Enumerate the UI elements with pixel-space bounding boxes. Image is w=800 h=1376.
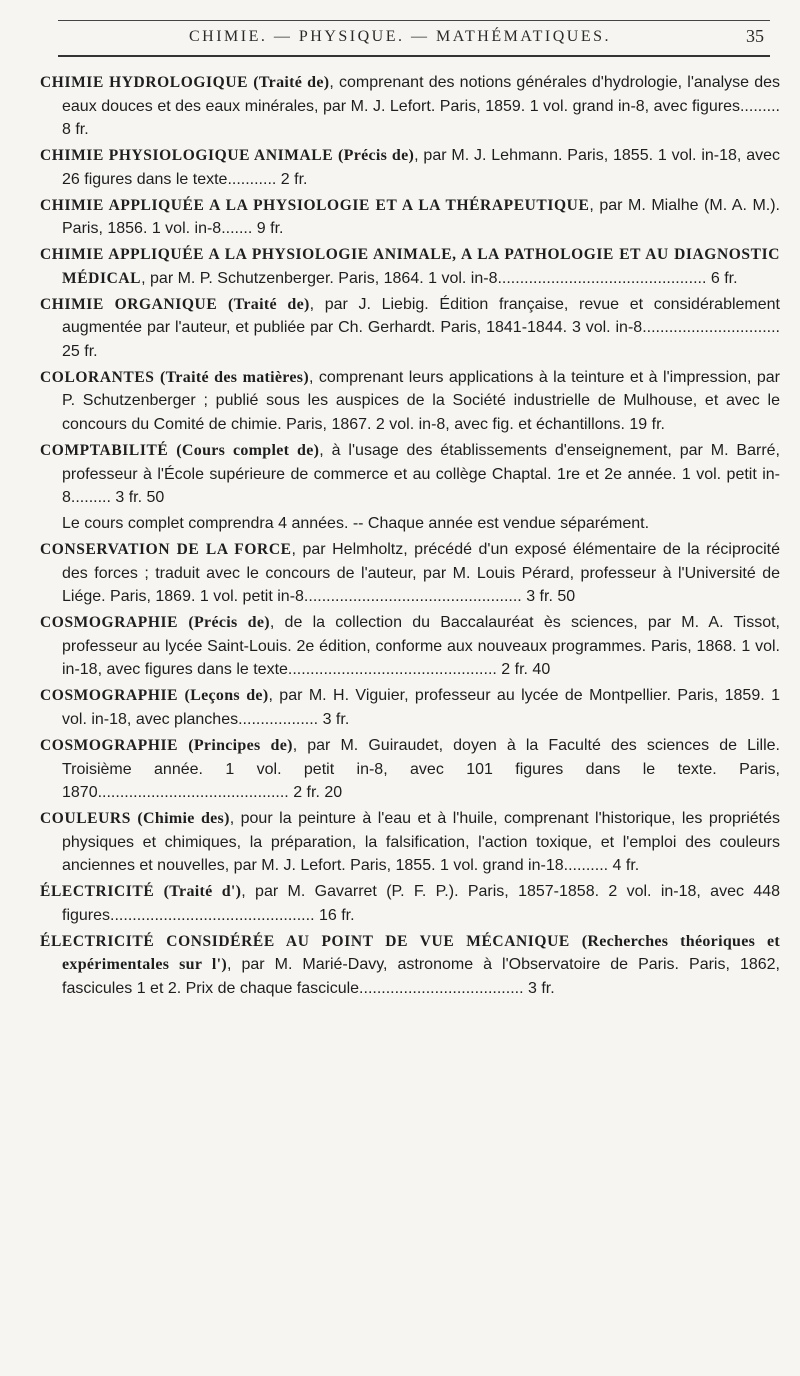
catalogue-entries — [40, 71, 780, 1003]
entry-price: 8 fr. — [62, 121, 89, 138]
entry-headword: ÉLECTRICITÉ — [40, 883, 155, 901]
catalogue-entry — [40, 243, 780, 290]
top-rule — [58, 20, 770, 21]
catalogue-entry — [40, 807, 780, 878]
entry-price: 19 fr. — [629, 415, 665, 433]
entry-headword: COSMOGRAPHIE — [40, 614, 179, 632]
entry-subtitle: (Cours complet de) — [176, 442, 320, 460]
entry-subtitle: (Précis de) — [338, 147, 415, 165]
entry-subtitle: (Précis de) — [188, 614, 270, 632]
entry-price: 9 fr. — [256, 220, 284, 238]
entry-body: , par J. Liebig. Édition française, revue et considérablement augmentée par l'auteur, et publiée par Ch. Gerhardt. Paris, 1841-1844. 3 vol. in-8 — [62, 295, 781, 337]
entry-body: , par M. Mialhe (M. A. M.). Paris, 1856. 1 vol. in-8 — [62, 196, 780, 238]
entry-price: 2 fr. 40 — [501, 661, 551, 679]
dot-leader: ............................................... — [287, 661, 497, 679]
entry-body: , par M. Gavarret (P. F. P.). Paris, 1857-1858. 2 vol. in-18, avec 448 figures — [62, 883, 781, 924]
catalogue-entry — [40, 293, 780, 364]
header-rule — [58, 55, 770, 57]
entry-headword: ÉLECTRICITÉ CONSIDÉRÉE AU POINT DE VUE MÉCANIQUE — [40, 932, 570, 950]
entry-body: , par Helmholtz, précédé d'un exposé élémentaire de la réciprocité des forces ; traduit avec le concours de l'auteur, par M. Louis Pérard, professeur à l'Université de Liége. Paris, 1869. 1 vol. petit in-8 — [62, 541, 780, 606]
dot-leader: ........... — [227, 170, 277, 188]
entry-price: 3 fr. 50 — [115, 489, 165, 507]
entry-headword: COSMOGRAPHIE — [40, 737, 179, 755]
entry-body: , par M. Marié-Davy, astronome à l'Observatoire de Paris. Paris, 1862, fascicules 1 et 2. Prix de chaque fascicule — [62, 956, 780, 997]
page-header — [0, 28, 800, 50]
entry-headword: COULEURS — [40, 810, 131, 828]
entry-subtitle: (Chimie des) — [137, 810, 230, 828]
entry-subtitle: (Principes de) — [188, 737, 293, 755]
entry-body: , à l'usage des établissements d'enseignement, par M. Barré, professeur à l'École supérieure de commerce et au collège Chaptal. 1re et 2e année. 1 vol. petit in-8 — [62, 442, 781, 507]
entry-subtitle: (Traité de) — [227, 295, 310, 313]
entry-price: 16 fr. — [318, 906, 355, 924]
dot-leader: ......... — [70, 489, 111, 507]
running-head: CHIMIE. — PHYSIQUE. — MATHÉMATIQUES. — [189, 28, 611, 45]
dot-leader: .................. — [238, 710, 319, 728]
entry-price: 3 fr. — [527, 979, 555, 997]
entry-headword: CHIMIE APPLIQUÉE A LA PHYSIOLOGIE ET A LA THÉRAPEUTIQUE — [40, 196, 590, 214]
catalogue-entry — [40, 439, 780, 510]
catalogue-entry — [40, 144, 780, 191]
dot-leader: ....... — [221, 220, 253, 238]
catalogue-entry — [40, 684, 780, 731]
entry-body: , de la collection du Baccalauréat ès sciences, par M. A. Tissot, professeur au lycée Saint-Louis. 2e édition, conforme aux nouveaux programmes. Paris, 1868. 1 vol. in-18, avec figures dans le texte — [62, 614, 780, 679]
entry-price: 2 fr. — [280, 170, 308, 188]
dot-leader: ................................................. — [303, 588, 522, 606]
entry-price: 2 fr. 20 — [293, 784, 343, 802]
entry-subtitle: (Traité de) — [253, 74, 330, 91]
entry-body: , par M. Guiraudet, doyen à la Faculté des sciences de Lille. Troisième année. 1 vol. petit in-8, avec 101 figures dans le texte. Paris, 1870 — [62, 737, 780, 802]
entry-subtitle: (Traité d') — [163, 883, 242, 901]
dot-leader: ............................... — [642, 319, 780, 337]
entry-headword: CHIMIE HYDROLOGIQUE — [40, 74, 249, 91]
dot-leader: ..................................... — [359, 979, 524, 997]
catalogue-entry — [40, 930, 780, 1001]
catalogue-entry — [40, 71, 780, 142]
catalogue-entry — [40, 366, 780, 437]
entry-headword: CHIMIE PHYSIOLOGIQUE ANIMALE — [40, 147, 334, 165]
entry-price: 3 fr. — [322, 710, 350, 728]
catalogue-entry — [40, 538, 780, 609]
catalogue-entry — [40, 611, 780, 682]
dot-leader: ............................................... — [497, 269, 707, 287]
catalogue-entry — [40, 880, 780, 927]
entry-price: 4 fr. — [612, 857, 640, 875]
entry-body: , pour la peinture à l'eau et à l'huile, comprenant l'historique, les propriétés physiques et chimiques, la préparation, la falsification, l'action toxique, et l'emploi des couleurs anciennes et nouvelles, par M. J. Lefort. Paris, 1855. 1 vol. grand in-18 — [62, 810, 780, 875]
entry-subtitle: (Traité des matières) — [159, 368, 309, 386]
entry-price: 3 fr. 50 — [526, 588, 576, 606]
catalogue-entry — [40, 734, 780, 805]
entry-body: , par M. P. Schutzenberger. Paris, 1864. 1 vol. in-8 — [141, 269, 498, 287]
entry-headword: CHIMIE APPLIQUÉE A LA PHYSIOLOGIE ANIMALE, A LA PATHOLOGIE ET AU DIAGNOSTIC MÉDICAL — [40, 246, 780, 287]
entry-headword: COLORANTES — [40, 368, 155, 386]
entry-subtitle: (Leçons de) — [184, 687, 269, 705]
entry-headword: COSMOGRAPHIE — [40, 687, 179, 705]
entry-body: , comprenant leurs applications à la teinture et à l'impression, par P. Schutzenberger ; publié sous les auspices de la Société industrielle de Mulhouse, et avec le concours du Comité de chimie. Paris, 1867. 2 vol. in-8, avec fig. et échantillons. — [62, 368, 780, 433]
note-text: Le cours complet comprendra 4 années. -- Chaque année est vendue séparément. — [62, 515, 650, 533]
entry-note — [40, 512, 780, 536]
dot-leader: ........................................... — [97, 784, 289, 802]
page-number: 35 — [746, 26, 764, 46]
dot-leader: .............................................. — [110, 906, 315, 924]
catalogue-entry — [40, 194, 780, 241]
entry-subtitle: (Recherches théoriques et expérimentales sur l') — [62, 932, 780, 974]
dot-leader: .......... — [563, 857, 609, 875]
entry-headword: CHIMIE ORGANIQUE — [40, 295, 218, 313]
entry-body: , comprenant des notions générales d'hydrologie, l'analyse des eaux douces et des eaux minérales, par M. J. Lefort. Paris, 1859. 1 vol. grand in-8, avec figures — [62, 74, 781, 115]
entry-headword: COMPTABILITÉ — [40, 442, 169, 460]
entry-body: , par M. J. Lehmann. Paris, 1855. 1 vol. in-18, avec 26 figures dans le texte — [62, 147, 780, 188]
dot-leader: ......... — [739, 97, 780, 115]
entry-price: 25 fr. — [62, 342, 98, 360]
entry-price: 6 fr. — [710, 269, 738, 287]
entry-headword: CONSERVATION DE LA FORCE — [40, 541, 292, 559]
entry-body: , par M. H. Viguier, professeur au lycée de Montpellier. Paris, 1859. 1 vol. in-18, avec planches — [62, 687, 780, 728]
